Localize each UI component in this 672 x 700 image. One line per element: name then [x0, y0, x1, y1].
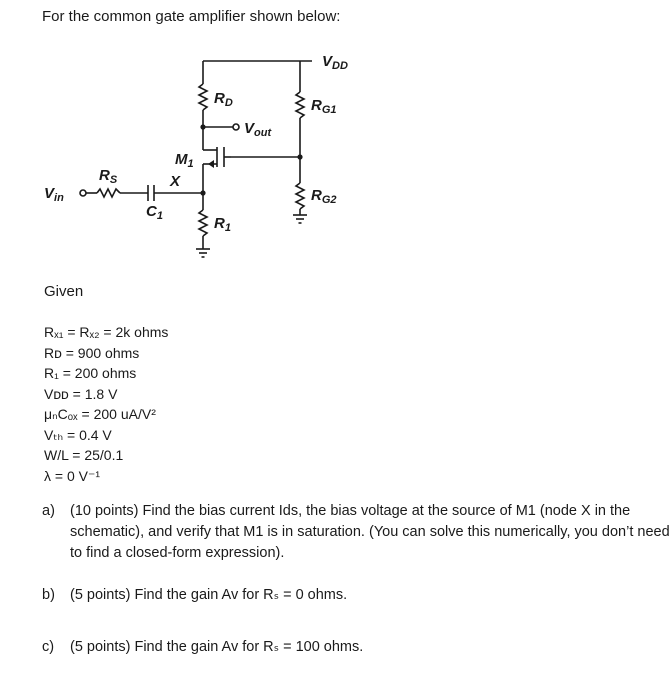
- question-letter: c): [42, 639, 55, 655]
- rg2-resistor: [296, 183, 304, 209]
- question-letter: a): [42, 503, 55, 519]
- given-item: Rᴅ = 900 ohms: [44, 344, 140, 361]
- question-a: [42, 501, 672, 564]
- question-letter: b): [42, 587, 55, 603]
- vin-terminal: [80, 190, 86, 196]
- question-text: (10 points) Find the bias current Ids, the bias voltage at the source of M1 (node X in the schematic), and verify that M1 is in saturation. (You can solve this numerically, you don’t need to find a closed-form expression).: [70, 503, 670, 561]
- given-item: R₁ = 200 ohms: [44, 365, 137, 381]
- given-item: λ = 0 V⁻¹: [44, 467, 101, 484]
- vout-node-dot: [200, 124, 205, 129]
- rd-label: $R_D$: [214, 90, 233, 109]
- c1-label: $C_1$: [146, 203, 163, 222]
- vout-label: $V_{out}$: [244, 120, 272, 139]
- rs-label: $R_S$: [99, 167, 118, 186]
- question-text: (5 points) Find the gain Av for Rₛ = 100 ohms.: [70, 639, 364, 655]
- vin-label: $V_{in}$: [44, 185, 64, 204]
- gate-node-dot: [297, 154, 302, 159]
- given-item: μₙCₒₓ = 200 uA/V²: [44, 406, 156, 422]
- problem-title: For the common gate amplifier shown below:: [42, 8, 341, 25]
- node-x-dot: [200, 190, 205, 195]
- given-item: Vₜₕ = 0.4 V: [44, 426, 112, 443]
- question-c: [42, 637, 672, 658]
- given-item: Rₓ₁ = Rₓ₂ = 2k ohms: [44, 324, 169, 340]
- given-item: W/L = 25/0.1: [44, 447, 124, 463]
- rg2-label: $R_{G2}$: [311, 187, 337, 206]
- question-text: (5 points) Find the gain Av for Rₛ = 0 ohms.: [70, 587, 348, 603]
- given-heading: Given: [44, 283, 84, 300]
- rg1-label: $R_{G1}$: [311, 97, 337, 116]
- r1-resistor: [199, 210, 207, 236]
- m1-source-arrow: [208, 160, 214, 168]
- rs-resistor: [97, 189, 120, 197]
- circuit-schematic: [0, 0, 672, 290]
- vdd-label: $V_{DD}$: [322, 53, 348, 72]
- vout-terminal: [233, 124, 239, 130]
- given-item: Vᴅᴅ = 1.8 V: [44, 385, 118, 402]
- node-x-label: X: [170, 173, 181, 190]
- given-list: [44, 322, 168, 486]
- question-b: [42, 585, 672, 606]
- r1-label: $R_1$: [214, 215, 231, 234]
- rd-resistor: [199, 84, 207, 110]
- rg1-resistor: [296, 92, 304, 118]
- m1-label: $M_1$: [175, 151, 194, 170]
